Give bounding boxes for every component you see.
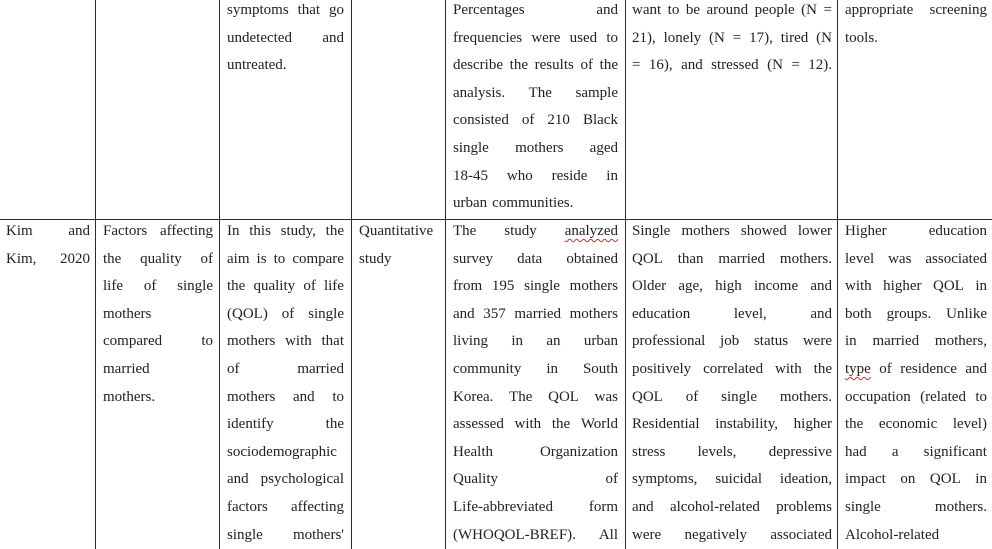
text-line: Quality of bbox=[453, 471, 618, 488]
text-line: in married mothers, bbox=[845, 333, 987, 350]
cell-kim-author bbox=[6, 218, 90, 273]
text-line: community in South bbox=[453, 360, 618, 377]
text-line: Higher education bbox=[845, 223, 987, 239]
text-line: professional job status were bbox=[632, 333, 832, 350]
text-line: the quality of bbox=[103, 250, 213, 267]
column-divider bbox=[445, 0, 446, 549]
column-divider bbox=[219, 0, 220, 549]
text-line: want to be around people (N = bbox=[632, 2, 832, 18]
text-line: both groups. Unlike bbox=[845, 305, 987, 322]
column-divider bbox=[351, 0, 352, 549]
text-line: QOL of single mothers. bbox=[632, 388, 832, 405]
text-line: (QOL) of single bbox=[227, 305, 344, 322]
cell-top-findings bbox=[632, 0, 832, 80]
cell-top-conclusion bbox=[845, 0, 987, 52]
cell-kim-methods bbox=[453, 218, 618, 549]
text-line: aim is to compare bbox=[227, 250, 344, 267]
cell-kim-purpose bbox=[227, 218, 344, 549]
text-line: Quantitative bbox=[359, 223, 434, 239]
text-line: Health Organization bbox=[453, 443, 618, 460]
text-line: compared to bbox=[103, 333, 213, 350]
column-divider bbox=[837, 0, 838, 549]
text-line: education level, and bbox=[632, 305, 832, 322]
text-line: describe the results of the bbox=[453, 57, 618, 74]
text-line: single mothers' bbox=[227, 526, 344, 543]
text-line: Older age, high income and bbox=[632, 278, 832, 295]
text-line: = 16), and stressed (N = 12). bbox=[632, 57, 832, 74]
text-line: assessed with the World bbox=[453, 416, 618, 433]
text-line: level was associated bbox=[845, 250, 987, 267]
text-line: mothers and to bbox=[227, 388, 344, 405]
text-line: mothers bbox=[103, 305, 152, 322]
text-line: Percentages and bbox=[453, 2, 618, 18]
text-line: Residential instability, higher bbox=[632, 416, 832, 433]
text-line: occupation (related to bbox=[845, 388, 987, 405]
text-line: sociodemographic bbox=[227, 443, 337, 460]
text-line: frequencies were used to bbox=[453, 29, 618, 46]
text-line: the economic level) bbox=[845, 416, 987, 433]
text-line: single mothers. bbox=[845, 498, 987, 515]
text-line: symptoms that go bbox=[227, 2, 344, 18]
text-line: urban communities. bbox=[453, 195, 574, 212]
column-divider bbox=[95, 0, 96, 549]
text-line: Life-abbreviated form bbox=[453, 498, 618, 515]
text-line: married bbox=[103, 360, 150, 377]
text-line: and 357 married mothers bbox=[453, 305, 618, 322]
text-line: untreated. bbox=[227, 57, 287, 74]
cell-kim-title bbox=[103, 218, 213, 411]
text-line: appropriate screening bbox=[845, 2, 987, 18]
text-line: type of residence and bbox=[845, 360, 987, 377]
text-line: Korea. The QOL was bbox=[453, 388, 618, 405]
text-line: the quality of life bbox=[227, 278, 344, 295]
cell-kim-conclusion bbox=[845, 218, 987, 549]
column-divider bbox=[625, 0, 626, 549]
text-line: had a significant bbox=[845, 443, 987, 460]
text-line: with higher QOL in bbox=[845, 278, 987, 295]
text-line: Factors affecting bbox=[103, 223, 213, 239]
text-line: life of single bbox=[103, 278, 213, 295]
text-line: of married bbox=[227, 360, 344, 377]
text-line: undetected and bbox=[227, 29, 344, 46]
text-line: mothers with that bbox=[227, 333, 344, 350]
text-line: Single mothers showed lower bbox=[632, 223, 832, 239]
text-line: Alcohol-related bbox=[845, 526, 940, 543]
cell-kim-findings bbox=[632, 218, 832, 549]
text-line: In this study, the bbox=[227, 223, 344, 239]
text-line: stress levels, depressive bbox=[632, 443, 832, 460]
text-line: consisted of 210 Black bbox=[453, 112, 618, 129]
text-line: and alcohol-related problems bbox=[632, 498, 832, 515]
text-line: Kim, 2020 bbox=[6, 250, 90, 267]
text-line: Kim and bbox=[6, 223, 90, 239]
cell-top-purpose bbox=[227, 0, 344, 80]
text-line: from 195 single mothers bbox=[453, 278, 618, 295]
text-line: QOL than married mothers. bbox=[632, 250, 832, 267]
text-line: positively correlated with the bbox=[632, 360, 832, 377]
text-line: identify the bbox=[227, 416, 344, 433]
text-line: factors affecting bbox=[227, 498, 344, 515]
text-line: impact on QOL in bbox=[845, 471, 987, 488]
text-line: symptoms, suicidal ideation, bbox=[632, 471, 832, 488]
text-line: 18-45 who reside in bbox=[453, 167, 618, 184]
text-line: survey data obtained bbox=[453, 250, 618, 267]
text-line: The study analyzed bbox=[453, 223, 618, 239]
text-line: (WHOQOL-BREF). All bbox=[453, 526, 618, 543]
cell-kim-design bbox=[359, 218, 443, 273]
text-line: and psychological bbox=[227, 471, 344, 488]
text-line: living in an urban bbox=[453, 333, 618, 350]
text-line: study bbox=[359, 250, 392, 267]
text-line: were negatively associated bbox=[632, 526, 832, 543]
text-line: analysis. The sample bbox=[453, 84, 618, 101]
text-line: tools. bbox=[845, 29, 878, 46]
text-line: 21), lonely (N = 17), tired (N bbox=[632, 29, 832, 46]
text-line: single mothers aged bbox=[453, 139, 618, 156]
cell-top-methods bbox=[453, 0, 618, 218]
text-line: mothers. bbox=[103, 388, 156, 405]
